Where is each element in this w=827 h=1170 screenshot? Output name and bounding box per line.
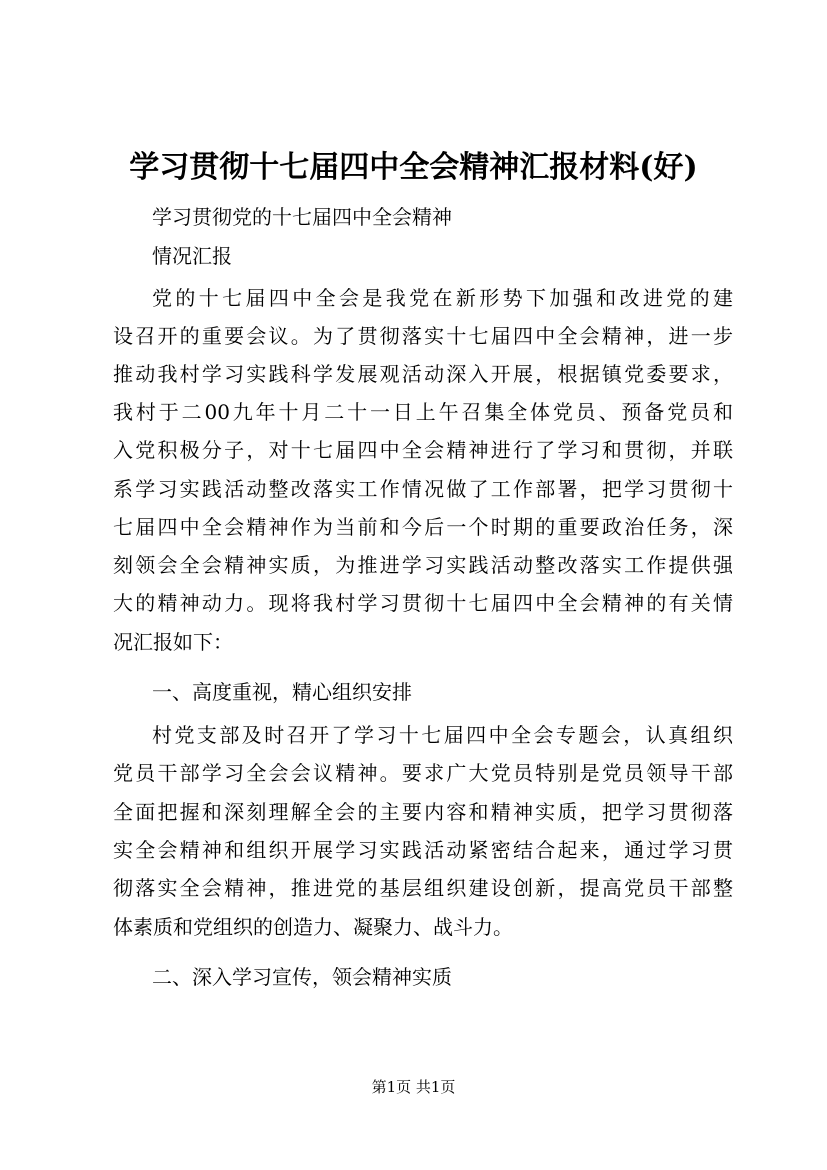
section-heading: 一、高度重视，精心组织安排 — [152, 680, 412, 704]
paragraph-line: 大的精神动力。现将我村学习贯彻十七届四中全会精神的有关情 — [113, 591, 733, 615]
paragraph-line: 村党支部及时召开了学习十七届四中全会专题会，认真组织 — [152, 723, 733, 747]
paragraph-line: 况汇报如下： — [113, 630, 233, 654]
paragraph-line: 入党积极分子，对十七届四中全会精神进行了学习和贯彻，并联 — [113, 438, 733, 462]
paragraph-line: 设召开的重要会议。为了贯彻落实十七届四中全会精神，进一步 — [113, 324, 733, 348]
paragraph-line: 刻领会全会精神实质，为推进学习实践活动整改落实工作提供强 — [113, 553, 733, 577]
paragraph-line: 彻落实全会精神，推进党的基层组织建设创新，提高党员干部整 — [113, 876, 733, 900]
paragraph-line: 七届四中全会精神作为当前和今后一个时期的重要政治任务，深 — [113, 515, 733, 539]
paragraph-line: 实全会精神和组织开展学习实践活动紧密结合起来，通过学习贯 — [113, 838, 733, 862]
subtitle-line: 情况汇报 — [152, 244, 232, 268]
paragraph-line: 我村于二00九年十月二十一日上午召集全体党员、预备党员和 — [113, 400, 733, 424]
section-heading: 二、深入学习宣传，领会精神实质 — [152, 965, 452, 989]
paragraph-line: 系学习实践活动整改落实工作情况做了工作部署，把学习贯彻十 — [113, 477, 733, 501]
document-title: 学习贯彻十七届四中全会精神汇报材料(好) — [129, 150, 698, 185]
paragraph-line: 党的十七届四中全会是我党在新形势下加强和改进党的建 — [152, 286, 733, 310]
paragraph-line: 党员干部学习全会会议精神。要求广大党员特别是党员领导干部 — [113, 761, 733, 785]
paragraph-line: 体素质和党组织的创造力、凝聚力、战斗力。 — [113, 915, 513, 939]
paragraph-line: 推动我村学习实践科学发展观活动深入开展，根据镇党委要求， — [113, 362, 733, 386]
subtitle-line: 学习贯彻党的十七届四中全会精神 — [152, 205, 452, 229]
paragraph-line: 全面把握和深刻理解全会的主要内容和精神实质，把学习贯彻落 — [113, 800, 733, 824]
page-footer: 第1页 共1页 — [371, 1078, 456, 1096]
